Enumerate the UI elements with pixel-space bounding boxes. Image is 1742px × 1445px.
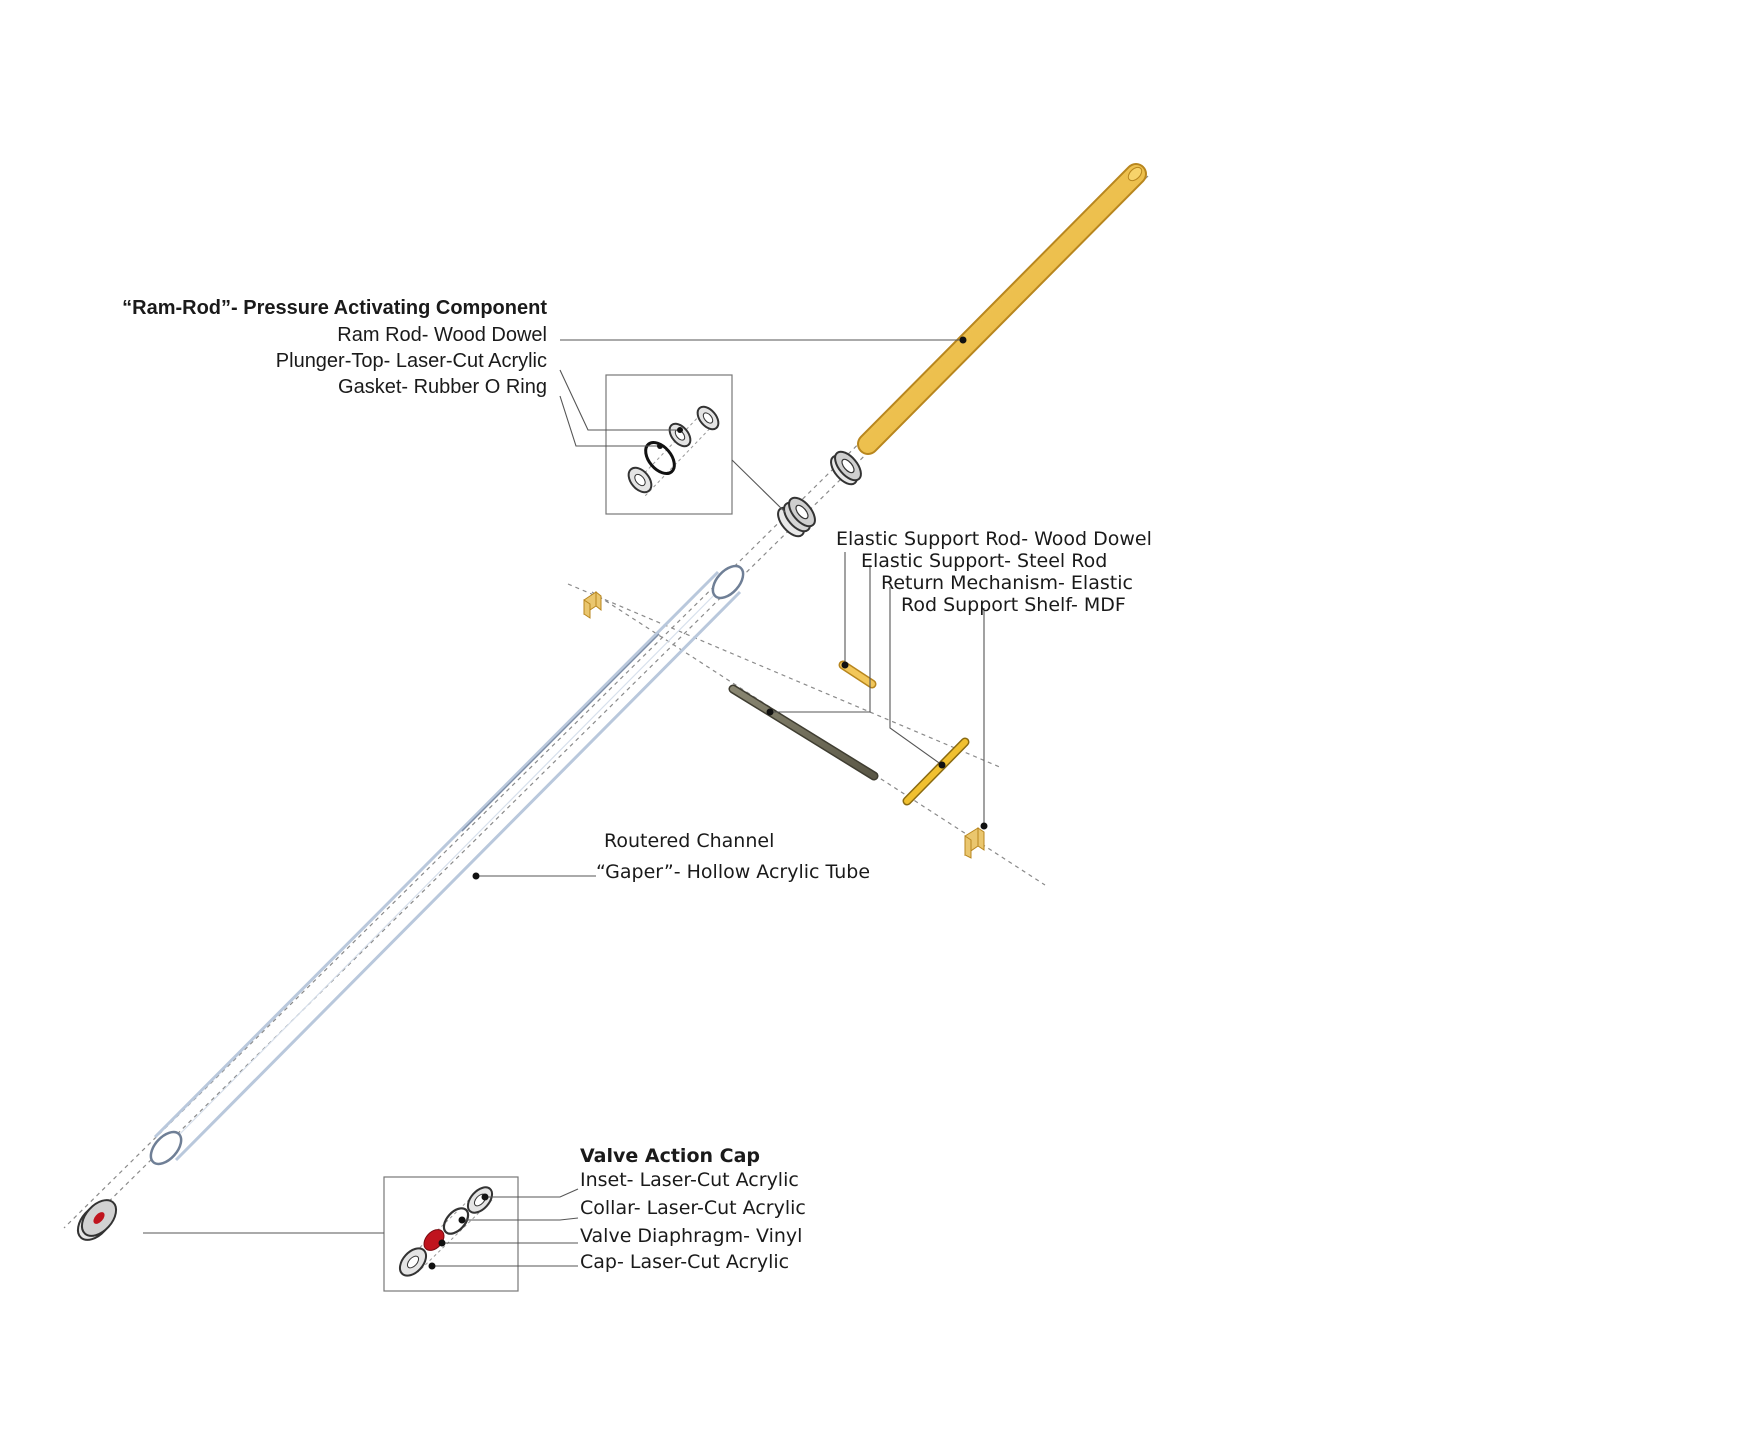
ram-rod-label: Ram Rod- Wood Dowel <box>337 324 547 346</box>
valve-cap-assembly <box>71 1194 122 1247</box>
valve-cap-detail-inset <box>384 1177 518 1291</box>
ram-rod-dowel <box>868 165 1144 444</box>
collar-label: Collar- Laser-Cut Acrylic <box>580 1197 806 1219</box>
gasket-label: Gasket- Rubber O Ring <box>338 376 547 398</box>
valve-cap-heading: Valve Action Cap <box>580 1145 761 1167</box>
leader-plunger-inset <box>732 460 785 512</box>
acrylic-tube-label: “Gaper”- Hollow Acrylic Tube <box>596 861 871 883</box>
plunger-detail-inset <box>606 375 732 514</box>
plunger-top-discs <box>773 447 866 541</box>
rod-support-shelf-bottom <box>965 828 984 858</box>
return-mechanism-elastic <box>907 742 965 801</box>
cap-label: Cap- Laser-Cut Acrylic <box>580 1251 790 1273</box>
elastic-support-steel-rod <box>733 689 874 776</box>
elastic-support-rod <box>843 665 872 684</box>
ram-rod-heading: “Ram-Rod”- Pressure Activating Component <box>122 297 547 319</box>
valve-diaphragm-label: Valve Diaphragm- Vinyl <box>580 1225 803 1247</box>
routered-channel <box>462 634 659 831</box>
routered-channel-label: Routered Channel <box>604 830 775 852</box>
return-mechanism-label: Return Mechanism- Elastic <box>881 572 1133 594</box>
rod-support-shelf-label: Rod Support Shelf- MDF <box>901 594 1126 616</box>
leader-steel-rod <box>770 565 870 712</box>
steel-rod-label: Elastic Support- Steel Rod <box>861 550 1108 572</box>
inset-label: Inset- Laser-Cut Acrylic <box>580 1169 799 1191</box>
rod-support-shelf-top <box>584 592 601 618</box>
elastic-support-rod-label: Elastic Support Rod- Wood Dowel <box>836 528 1152 550</box>
plunger-top-label: Plunger-Top- Laser-Cut Acrylic <box>275 350 547 372</box>
